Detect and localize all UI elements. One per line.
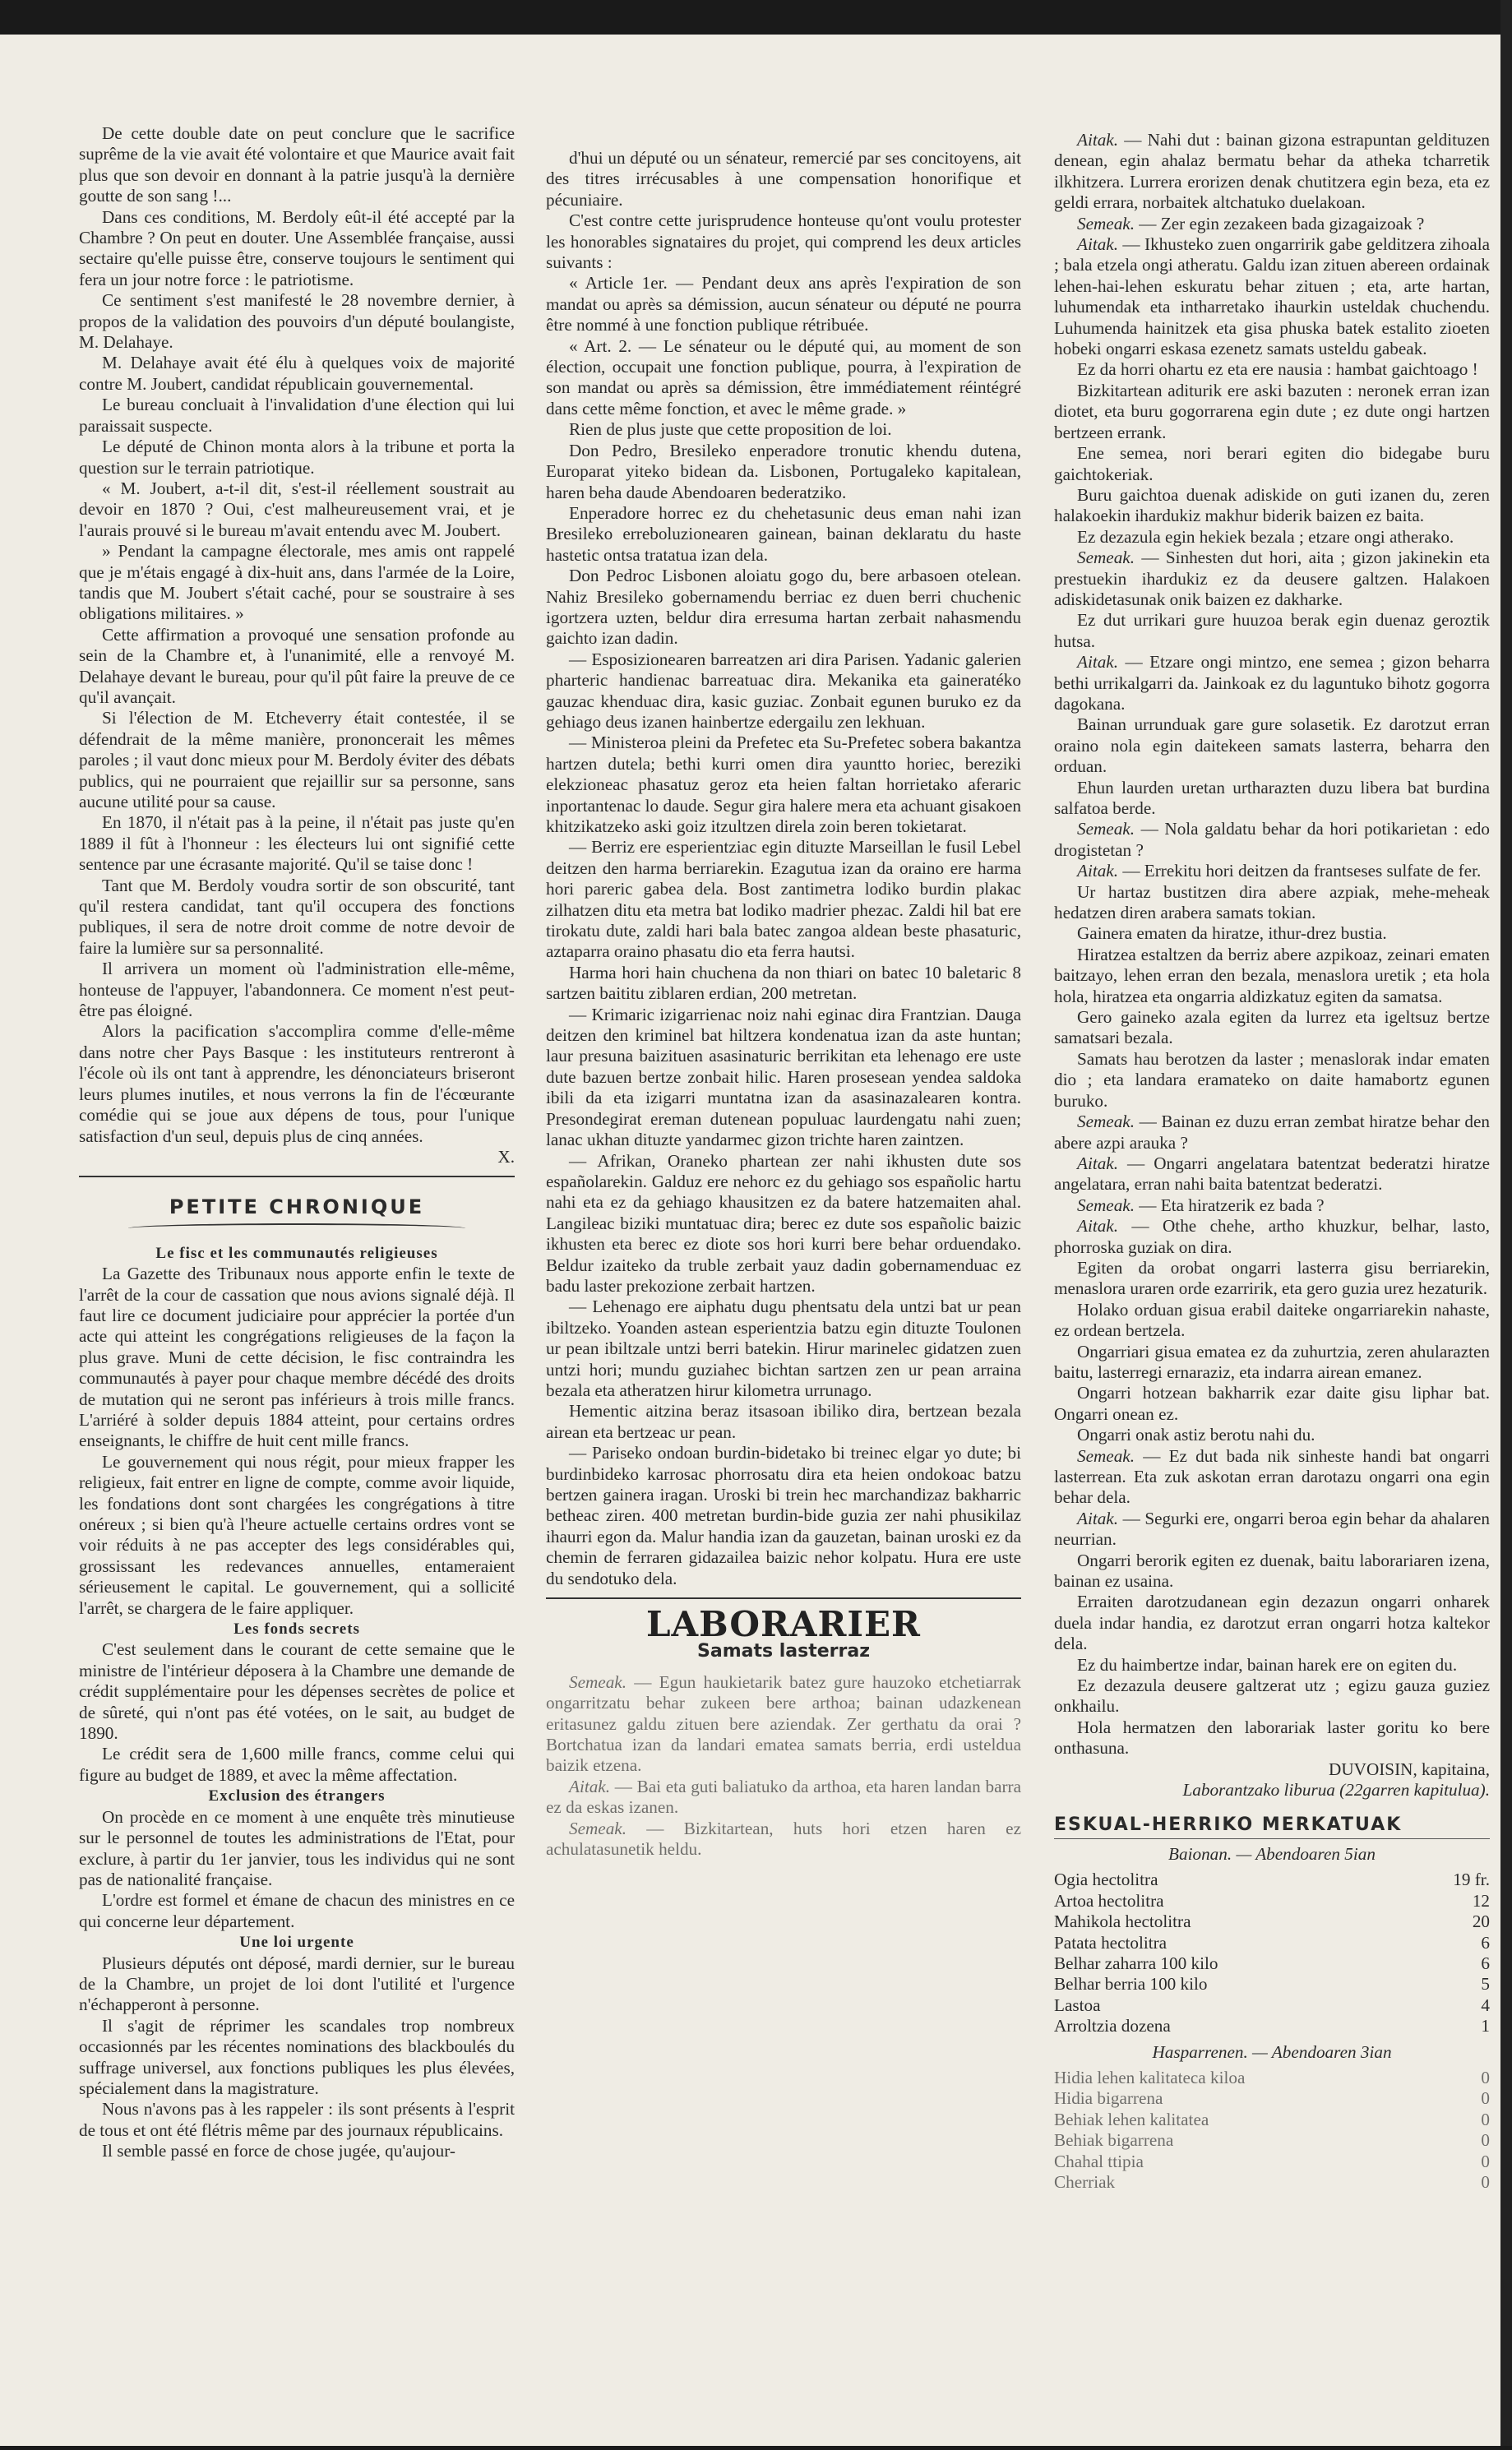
market-item: Behiak bigarrena	[1054, 2130, 1174, 2151]
paragraph: Ce sentiment s'est manifesté le 28 novembre dernier, à propos de la validation des pouvoirs d'un député boulangiste, M. Delahaye.	[79, 290, 515, 353]
speaker-label: Semeak.	[1077, 819, 1141, 839]
dialogue-line	[1054, 381, 1490, 443]
market-item: Cherriak	[1054, 2172, 1116, 2192]
paragraph: Il s'agit de réprimer les scandales trop nombreux occasionnés par les récentes nominations des blackboulés du suffrage universel, aux fonctions publiques les plus élevées, spécialement dans la magistrature.	[79, 2015, 515, 2098]
dialogue-line	[1054, 945, 1490, 1007]
ornament-divider	[128, 1223, 465, 1233]
dialogue-text: — Ikhusteko zuen ongarririk gabe gelditzera zihoala ; bala etzela ongi atheratu. Galdu izan zituen abereen ordainak lehen-hai-lehen eskuratu behar zituen ; eta, arte hartan, luhumendak eta intharretako ihaurkin usteldak chuchendu. Luhumenda hainitzek eta gisa phuska batek estalito zioeten hobeki ongarri eskasa ezenetz samats usteldu gabeak.	[1054, 234, 1490, 359]
market-item: Hidia lehen kalitateca kiloa	[1054, 2067, 1246, 2087]
market-row	[1054, 1974, 1490, 1995]
dialogue-text: — Nola galdatu behar da hori potikarietan : edo drogistetan ?	[1054, 819, 1490, 860]
dialogue-line	[546, 1819, 1021, 1861]
paragraph: — Lehenago ere aiphatu dugu phentsatu dela untzi bat ur pean ibiltzeko. Yoanden astean esperientzia batzu egin dituzte Toulonen ur pean ibiltzale untzi berri batekin. Hirur marinelec gidatzen zuen untzi hori; mundu guziahec bichtan sartzen zen ur pean arraina bezala eta atheratzen hirur kilometra urrunago.	[546, 1297, 1021, 1400]
dialogue-text: Ehun laurden uretan urtharazten duzu libera bat burdina salfatoa berde.	[1054, 777, 1490, 818]
article-signature: X.	[497, 1146, 515, 1167]
dialogue-line	[1054, 1153, 1490, 1195]
dialogue-text: Samats hau berotzen da laster ; menaslorak indar ematen dio ; eta landara eramateko on daite hamabortz egunen buruko.	[1054, 1048, 1490, 1111]
dialogue-line	[1054, 1592, 1490, 1654]
divider	[1054, 1838, 1490, 1839]
dialogue-line	[1054, 1676, 1490, 1717]
column-3	[1054, 130, 1490, 2432]
paragraph: Enperadore horrec ez du chehetasunic deus eman nahi izan Bresileko erreboluzionearen gainean, bainan deklaratu du haste hastetic ontsa tratatua izan dela.	[546, 502, 1021, 565]
dialogue-line	[1054, 234, 1490, 359]
dialogue-text: Ez dezazula deusere galtzerat utz ; egizu gauza guziez onkhailu.	[1054, 1676, 1490, 1717]
paragraph: Don Pedroc Lisbonen aloiatu gogo du, bere arbasoen otelean. Nahiz Bresileko gobernamendu berriac ez duen berri chuchenic igortzera uzten, beldur dira erresuma hartan zerbait nahasmendu gaichto izan dadin.	[546, 566, 1021, 649]
paragraph: On procède en ce moment à une enquête très minutieuse sur le personnel de toutes les administrations de l'Etat, pour exclure, à partir du 1er janvier, tous les individus qui ne sont pas de nationalité française.	[79, 1806, 515, 1889]
dialogue-line	[1054, 714, 1490, 777]
dialogue-text: — Etzare ongi mintzo, ene semea ; gizon beharra bethi urrikalgarri da. Jainkoak ez du laguntuko bihotz gogorra dagokana.	[1054, 652, 1490, 714]
market-hasparren-table	[1054, 2068, 1490, 2193]
dialogue-text: — Bizkitartean, huts hori etzen haren ez achulatasunetik heldu.	[546, 1818, 1021, 1860]
market-item: Belhar berria 100 kilo	[1054, 1974, 1208, 1995]
speaker-label: Aitak.	[1077, 1153, 1128, 1173]
dialogue-text: — Sinhesten dut hori, aita ; gizon jakinekin eta prestuekin ihardukiz ez da deusere galtzen. Halakoen adiskidetasunak onik baizen ez dakharke.	[1054, 548, 1490, 609]
divider	[79, 1176, 515, 1177]
paragraph: La Gazette des Tribunaux nous apporte enfin le texte de l'arrêt de la cour de cassation que nous avions signalé déjà. Il faut lire ce document judiciaire pour apprécier la portée d'un acte qui atteint les congrégations religieuses de la façon la plus grave. Muni de cette décision, le fisc contraindra les communautés à payer pour chaque membre décédé des droits de mutation qui ne seront pas inférieurs à trois mille francs. L'arriéré à solder depuis 1884 atteint, pour certains ordres enseignants, le chiffre de huit cent mille francs.	[79, 1264, 515, 1451]
market-row	[1054, 1953, 1490, 1974]
dialogue-text: Ongarri berorik egiten ez duenak, baitu laborariaren izena, bainan ez usaina.	[1054, 1550, 1490, 1592]
dialogue-text: Ongarriari gisua ematea ez da zuhurtzia, zeren ahularazten baitu, lasterregi ernaraziz, eta indarra airean emanez.	[1054, 1341, 1490, 1382]
dialogue-text: Ez du haimbertze indar, bainan harek ere on egiten du.	[1077, 1654, 1458, 1675]
dialogue-line	[1054, 1258, 1490, 1300]
market-price: 6	[1481, 1932, 1490, 1953]
dialogue-text: — Ez dut bada nik sinheste handi bat ongarri lasterrean. Eta zuk askotan erran darotazu ongarri ona egin behar dela.	[1054, 1445, 1490, 1508]
dialogue-text: Erraiten darotzudanean egin dezazun ongarri onharek duela indar handia, ez darotzut erran ongarri hotza kaltekor dela.	[1054, 1592, 1490, 1654]
dialogue-text: Gainera ematen da hiratze, ithur-drez bustia.	[1077, 923, 1387, 944]
column-1	[79, 123, 515, 2425]
paragraph: Harma hori hain chuchena da non thiari on batec 10 baletaric 8 sartzen baititu ziblaren erdian, 200 metretan.	[546, 962, 1021, 1004]
market-price: 0	[1481, 2067, 1490, 2087]
paragraph: Hementic aitzina beraz itsasoan ibiliko dira, bertzean bezala airean eta bertzeac ur pean.	[546, 1401, 1021, 1442]
dialogue-text: Holako orduan gisua erabil daiteke ongarriarekin nahaste, ez ordean bertzela.	[1054, 1299, 1490, 1341]
speaker-label: Semeak.	[1077, 213, 1140, 233]
dialogue-text: — Bai eta guti baliatuko da arthoa, eta haren landan barra ez da eskas izanen.	[546, 1776, 1021, 1818]
dialogue-line	[1054, 485, 1490, 527]
paragraph: — Ministeroa pleini da Prefetec eta Su-Prefetec sobera bakantza hartzen dutela; bethi kurri omen dira yauntto horiec, bereziki elekzioneac phasatuz geroz eta heien faltan horrietako aferaric inportantenac lo daude. Segur gira halere mera eta achuant gisakoen khitzikatzeko aski goiz itzultzen direla zoin beren tokietarat.	[546, 733, 1021, 836]
laborarier-subtitle: Samats lasterraz	[697, 1641, 870, 1662]
paragraph: Nous n'avons pas à les rappeler : ils sont présents à l'esprit de tous et ont été flétris même par des journaux républicains.	[79, 2099, 515, 2140]
speaker-label: Semeak.	[1077, 1112, 1140, 1132]
market-row	[1054, 2016, 1490, 2036]
dialogue-text: — Segurki ere, ongarri beroa egin behar da ahalaren neurrian.	[1054, 1508, 1490, 1550]
market-price: 0	[1481, 2172, 1490, 2192]
paragraph: Le député de Chinon monta alors à la tribune et porta la question sur le terrain patriotique.	[79, 437, 515, 478]
market-price: 1	[1481, 2016, 1490, 2036]
paragraph: Rien de plus juste que cette proposition de loi.	[569, 419, 892, 440]
dialogue-text: — Nahi dut : bainan gizona estrapuntan geldituzen denean, egin ahalaz bermatu behar da atheka tcharretik ilkhitzera. Lurrera erorizen denak chutitzera egin beza, eta ez geldi errara, norbaitek altchatuko duelakoan.	[1054, 130, 1490, 213]
market-item: Belhar zaharra 100 kilo	[1054, 1953, 1218, 1973]
dialogue-line	[1054, 1112, 1490, 1153]
dialogue-line	[1054, 130, 1490, 214]
dialogue-text: — Bainan ez duzu erran zembat hiratze behar den abere azpi arauka ?	[1054, 1112, 1490, 1153]
market-row	[1054, 2068, 1490, 2088]
column-3-dialogue	[1054, 130, 1490, 1759]
dialogue-line	[1054, 1717, 1490, 1759]
speaker-label: Aitak.	[1077, 1216, 1132, 1237]
speaker-label: Semeak.	[1077, 548, 1142, 568]
dialogue-line	[1054, 819, 1490, 861]
dialogue-line	[1054, 1216, 1490, 1258]
market-row	[1054, 2088, 1490, 2109]
paragraph: d'hui un député ou un sénateur, remercié par ses concitoyens, ait des titres irrécusables à une compensation honorifique et pécuniaire.	[546, 148, 1021, 210]
market-price: 0	[1481, 2088, 1490, 2109]
speaker-label: Aitak.	[1077, 1508, 1123, 1528]
dialogue-text: Ur hartaz bustitzen dira abere azpiak, mehe-meheak hedatzen diren arabera samats tokian.	[1054, 881, 1490, 923]
dialogue-line	[1054, 1383, 1490, 1425]
market-row	[1054, 1870, 1490, 1890]
market-row	[1054, 1891, 1490, 1911]
paragraph: En 1870, il n'était pas à la peine, il n'était pas juste qu'en 1889 il fût à l'honneur : les électeurs lui ont signifié cette sentence par une écrasante majorité. Qu'il se taise donc !	[79, 812, 515, 875]
dialogue-text: Bizkitartean aditurik ere aski bazuten : neronek erran izan diotet, eta buru gogorrarena egin dute ; ez dute ongi hartzen bertzeen errank.	[1054, 380, 1490, 442]
dialogue-text: Hiratzea estaltzen da berriz abere azpikoaz, zeinari ematen baitzayo, lehen erran den bezala, menaslora uretik ; eta hola hola, hiratzea eta ongarria aldizkatuz egiten da samatsa.	[1054, 944, 1490, 1006]
dialogue-line	[1054, 1551, 1490, 1592]
speaker-label: Semeak.	[1077, 1445, 1144, 1466]
paragraph: M. Delahaye avait été élu à quelques voix de majorité contre M. Joubert, candidat républicain gouvernemental.	[79, 353, 515, 394]
dialogue-text: — Errekitu hori deitzen da frantseses sulfate de fer.	[1122, 861, 1482, 881]
paragraph: — Krimaric izigarrienac noiz nahi eginac dira Frantzian. Dauga deitzen den kriminel bat hiltzera kondenatua izan da aste huntan; laur presuna baizituen asasinaturic berrikitan eta lehenago ere uste dute bazuen bertze zonbait hilic. Haren prosesean yendea saldoka ibili da eta izigarri muntatna izan da asasinazalearen kontra. Presondegirat ereman dutenean populuac laurdengatu nahi zuen; lanac ukhan dituzte yandarmec gizon trichte haren zaintzen.	[546, 1004, 1021, 1150]
paragraph: Tant que M. Berdoly voudra sortir de son obscurité, tant qu'il restera candidat, tant qu'il occupera des fonctions publiques, il sera de notre droit comme de notre devoir de faire la lumière sur sa personnalité.	[79, 875, 515, 958]
market-price: 6	[1481, 1953, 1490, 1973]
paragraph: C'est seulement dans le courant de cette semaine que le ministre de l'intérieur déposera à la Chambre une demande de crédit supplémentaire pour les dépenses secrètes de police et de sûreté, qui n'ont pas été votées, on le sait, au budget de 1890.	[79, 1639, 515, 1744]
dialogue-line	[1054, 548, 1490, 610]
market-price: 19 fr.	[1453, 1870, 1490, 1890]
section-heading: Exclusion des étrangers	[208, 1787, 386, 1805]
dialogue-line	[1054, 778, 1490, 820]
paragraph: — Berriz ere esperientziac egin dituzte Marseillan le fusil Lebel deitzen den harma berriarekin. Ezagutua izan da oraino ere harma hori pareric gabea dela. Bost zantimetra lodiko burdin plakac zilhatzen ditu eta metra bat lodiko madrier phezac. Zaldi hil bat ere tirokatu dute, zaldi hari bala batec zangoa aldean beste phasaturic, aztaparra oraino phasatu dio eta ferra hautsi.	[546, 837, 1021, 962]
dialogue-line	[1054, 527, 1490, 548]
market-row	[1054, 1933, 1490, 1953]
speaker-label: Aitak.	[569, 1776, 615, 1796]
market-price: 0	[1481, 2151, 1490, 2171]
dialogue-text: Ongarri onak astiz berotu nahi du.	[1077, 1425, 1315, 1445]
market-row	[1054, 1995, 1490, 2016]
dialogue-line	[1054, 610, 1490, 652]
market-item: Ogia hectolitra	[1054, 1870, 1158, 1890]
speaker-label: Aitak.	[1077, 234, 1123, 255]
dialogue-line	[1054, 861, 1490, 881]
market-price: 20	[1472, 1911, 1490, 1932]
paragraph: — Afrikan, Oraneko phartean zer nahi ikhusten dute sos españolarekin. Galduz ere nehorc ez du gehiago sos españolic hartu nahi eta ez da gehiago khausitzen ez da batere hatzemaiten ahal. Langileac biziki muntatuac dira; berec ez dute sos españolic baizic ikhusten eta berec ez diote sos hori kurri bere behar orduendako. Beldur izaiteko da truble zerbait yauz dadin gobernamenduac ez badu laster prekozione zerbait hartzen.	[546, 1150, 1021, 1296]
market-price: 12	[1472, 1890, 1490, 1911]
market-title: ESKUAL-HERRIKO MERKATUAK	[1054, 1814, 1403, 1835]
market-item: Chahal ttipia	[1054, 2151, 1144, 2171]
market-row	[1054, 1911, 1490, 1932]
dialogue-line	[1054, 1446, 1490, 1509]
paragraph: C'est contre cette jurisprudence honteuse qu'ont voulu protester les honorables signataires du projet, qui comprend les deux articles suivants :	[546, 210, 1021, 273]
paragraph: Il arrivera un moment où l'administration elle-même, honteuse de l'appuyer, l'abandonnera. Ce moment n'est peut-être pas éloigné.	[79, 959, 515, 1021]
chronique-title: PETITE CHRONIQUE	[169, 1195, 425, 1219]
market-bayonne-heading: Baionan. — Abendoaren 5ian	[1168, 1843, 1376, 1864]
dialogue-line	[1054, 443, 1490, 485]
paragraph: — Esposizionearen barreatzen ari dira Parisen. Yadanic galerien pharteric handienac barreatuac dira. Mekanika eta gaineratéko gauzac khenduac dira, kasic guziac. Zonbait egunen buruko ez da gehiago deus izanen hainbertze edergailu zen lekhuan.	[546, 649, 1021, 732]
paragraph: Si l'élection de M. Etcheverry était contestée, il se défendrait de la même manière, prononcerait les mêmes paroles ; il vaut donc mieux pour M. Berdoly éviter des débats publics, qui ne pourraient que rejaillir sur sa personne, sans aucune utilité pour sa cause.	[79, 708, 515, 811]
laborarier-title: LABORARIER	[646, 1604, 921, 1645]
market-item: Arroltzia dozena	[1054, 2016, 1171, 2036]
market-price: 4	[1481, 1995, 1490, 2015]
dialogue-text: — Ongarri angelatara batentzat bederatzi hiratze angelatara, erran nahi baita batentzat bederatzi.	[1054, 1153, 1490, 1195]
dialogue-line	[1054, 652, 1490, 714]
dialogue-text: Gero gaineko azala egiten da lurrez eta igeltsuz bertze samatsari bezala.	[1054, 1007, 1490, 1048]
paragraph: « Article 1er. — Pendant deux ans après l'expiration de son mandat ou après sa démission, aucun sénateur ou député ne pourra être nommé à une fonction publique rétribuée.	[546, 273, 1021, 335]
dialogue-line	[546, 1672, 1021, 1777]
paragraph: Cette affirmation a provoqué une sensation profonde au sein de la Chambre et, à l'unanimité, elle a renvoyé M. Delahaye devant le bureau, pour qu'il pût faire la preuve de ce qu'il avançait.	[79, 624, 515, 707]
paragraph: » Pendant la campagne électorale, mes amis ont rappelé que je m'étais engagé à dix-huit ans, dans l'armée de la Loire, tandis que M. Joubert s'était caché, pour se soustraire à ses obligations militaires. »	[79, 541, 515, 624]
signature-name: DUVOISIN, kapitaina,	[1329, 1759, 1490, 1779]
dialogue-text: Ez da horri ohartu ez eta ere nausia : hambat gaichtoago !	[1077, 359, 1478, 380]
divider	[546, 1597, 1021, 1599]
paragraph: Plusieurs députés ont déposé, mardi dernier, sur le bureau de la Chambre, un projet de loi dont l'utilité et l'urgence n'échapperont à personne.	[79, 1953, 515, 2015]
dialogue-text: — Egun haukietarik batez gure hauzoko etchetiarrak ongarritzatu behar zukeen bere arthoa; bainan udazkenean eritasunez galdu zituen bere aziendak. Zer gerthatu da orai ? Bortchatua izan da landari ematea samats berria, erdi usteldua baizik etzena.	[546, 1671, 1021, 1776]
speaker-label: Aitak.	[1077, 652, 1126, 673]
market-item: Hidia bigarrena	[1054, 2088, 1163, 2109]
market-price: 0	[1481, 2109, 1490, 2129]
speaker-label: Aitak.	[1077, 130, 1125, 150]
paragraph: « M. Joubert, a-t-il dit, s'est-il réellement soustrait au devoir en 1870 ? Oui, c'est malheureusement vrai, et je l'aurais prouvé si le bureau m'avait entendu avec M. Joubert.	[79, 478, 515, 540]
paragraph: Il semble passé en force de chose jugée, qu'aujour-	[102, 2141, 455, 2161]
dialogue-line	[1054, 1195, 1490, 1216]
signature-book: Laborantzako liburua (22garren kapitulua).	[1182, 1780, 1490, 1801]
dialogue-line	[1054, 1342, 1490, 1384]
dialogue-text: Hola hermatzen den laborariak laster goritu ko bere onthasuna.	[1054, 1717, 1490, 1759]
market-row	[1054, 2172, 1490, 2193]
dialogue-text: — Zer egin zezakeen bada gizagaizoak ?	[1139, 213, 1425, 233]
section-heading: Le fisc et les communautés religieuses	[155, 1244, 438, 1262]
dialogue-line	[1054, 1509, 1490, 1551]
section-heading: Une loi urgente	[239, 1934, 354, 1952]
dialogue-text: Bainan urrunduak gare gure solasetik. Ez darotzut erran oraino nola egin daitekeen samats lasterra, beharra den orduan.	[1054, 714, 1490, 777]
dialogue-line	[1054, 1655, 1490, 1676]
market-price: 5	[1481, 1974, 1490, 1995]
dialogue-text: Ongarri hotzean bakharrik ezar daite gisu liphar bat. Ongarri onean ez.	[1054, 1383, 1490, 1424]
section-heading: Les fonds secrets	[234, 1620, 360, 1639]
market-price: 0	[1481, 2130, 1490, 2151]
column-2-articles	[546, 148, 1021, 1589]
dialogue-line	[1054, 1049, 1490, 1112]
dialogue-line	[1054, 1425, 1490, 1445]
dialogue-text: Ez dezazula egin hekiek bezala ; etzare ongi atherako.	[1077, 526, 1454, 547]
paragraph: Alors la pacification s'accomplira comme d'elle-même dans notre cher Pays Basque : les instituteurs rentreront à l'école où ils ont tant à apprendre, les dénonciateurs briseront leurs plumes inutiles, et nous verrons la fin de l'écœurante comédie qui se joue aux dépens de tous, pour l'unique satisfaction d'un seul, depuis plus de cinq années.	[79, 1021, 515, 1146]
dialogue-line	[1054, 1300, 1490, 1342]
dialogue-text: — Othe chehe, artho khuzkur, belhar, lasto, phorroska guziak on dira.	[1054, 1216, 1490, 1257]
speaker-label: Semeak.	[569, 1818, 647, 1838]
dialogue-line	[1054, 359, 1490, 380]
paragraph: — Pariseko ondoan burdin-bidetako bi treinec elgar yo dute; bi burdinbideko karrosac phorrosatu dira eta heien ondokoac batzu bertzen gainera iragan. Uroski bi trein hec marchandizaz bakharric betheac ziren. 400 metretan burdin-bide guzia zer nahi phusikilaz ihaurri egon da. Malur handia izan da gauzetan, bainan uroski ez da chemin de ferraren gidazailea baizic nehor kolpatu. Hura ere uste du sendotuko dela.	[546, 1443, 1021, 1588]
paragraph: De cette double date on peut conclure que le sacrifice suprême de la vie avait été volontaire et que Maurice avait fait plus que son devoir en donnant à la patrie jusqu'à la dernière goutte de son sang !...	[79, 123, 515, 206]
market-row	[1054, 2152, 1490, 2172]
paragraph: L'ordre est formel et émane de chacun des ministres en ce qui concerne leur département.	[79, 1890, 515, 1931]
market-item: Mahikola hectolitra	[1054, 1911, 1191, 1932]
dialogue-text: Ene semea, nori berari egiten dio bidegabe buru gaichtokeriak.	[1054, 443, 1490, 484]
dialogue-line	[1054, 923, 1490, 944]
paragraph: Le bureau concluait à l'invalidation d'une élection qui lui paraissait suspecte.	[79, 395, 515, 436]
dialogue-text: Ez dut urrikari gure huuzoa berak egin duenaz geroztik hutsa.	[1054, 610, 1490, 651]
paragraph: Le crédit sera de 1,600 mille francs, comme celui qui figure au budget de 1889, et avec la même affectation.	[79, 1744, 515, 1785]
paragraph: Don Pedro, Bresileko enperadore tronutic khendu dutena, Europarat yiteko bidean da. Lisbonen, Portugaleko kapitalean, haren beha daude Abendoaren bederatziko.	[546, 440, 1021, 502]
speaker-label: Semeak.	[1077, 1195, 1140, 1215]
column-2	[546, 148, 1021, 2450]
paragraph: Dans ces conditions, M. Berdoly eût-il été accepté par la Chambre ? On peut en douter. Une Assemblée française, aussi sectaire qu'elle puisse être, conserve toujours le sentiment qui fera un jour notre force : le patriotisme.	[79, 206, 515, 289]
dialogue-line	[1054, 882, 1490, 924]
dialogue-line	[546, 1777, 1021, 1819]
dialogue-text: — Eta hiratzerik ez bada ?	[1139, 1195, 1325, 1215]
paragraph: « Art. 2. — Le sénateur ou le député qui, au moment de son élection, occupait une fonction publique, pourra, à l'expiration de son mandat ou après sa démission, être immédiatement réintégré dans cette même fonction, et avec le même grade. »	[546, 335, 1021, 418]
market-row	[1054, 2130, 1490, 2151]
market-item: Behiak lehen kalitatea	[1054, 2109, 1209, 2129]
speaker-label: Semeak.	[569, 1671, 635, 1692]
dialogue-line	[1054, 1007, 1490, 1049]
column-1-article	[79, 123, 515, 1147]
market-item: Patata hectolitra	[1054, 1932, 1168, 1953]
dialogue-line	[1054, 214, 1490, 234]
market-bayonne-table	[1054, 1870, 1490, 2036]
market-item: Lastoa	[1054, 1995, 1101, 2015]
page-edge-shadow	[1500, 0, 1512, 2446]
paragraph: Le gouvernement qui nous régit, pour mieux frapper les religieux, fait entrer en ligne de compte, comme avoir liquide, les fondations dont sont chargées les congrégations à titre onéreux ; si bien qu'à l'heure actuelle certains ordres vont se voir réduits à ne pas accepter des legs considérables qui, grossissant les redevances annuelles, entameraient sérieusement le capital. Le gouvernement, qui a sollicité l'arrêt, se chargera de le faire appliquer.	[79, 1451, 515, 1618]
market-item: Artoa hectolitra	[1054, 1890, 1164, 1911]
speaker-label: Aitak.	[1077, 861, 1123, 881]
dialogue-text: Egiten da orobat ongarri lasterra gisu berriarekin, menaslora uraren orde ezarririk, eta gero guzia urez hezaturik.	[1054, 1257, 1490, 1299]
market-row	[1054, 2110, 1490, 2130]
laborarier-dialogue	[546, 1672, 1021, 1861]
dialogue-text: Buru gaichtoa duenak adiskide on guti izanen du, zeren halakoekin ihardukiz makhur biderik baizen ez baita.	[1054, 484, 1490, 526]
chronique-sections	[79, 1243, 515, 2162]
market-hasparren-heading: Hasparrenen. — Abendoaren 3ian	[1152, 2041, 1392, 2062]
